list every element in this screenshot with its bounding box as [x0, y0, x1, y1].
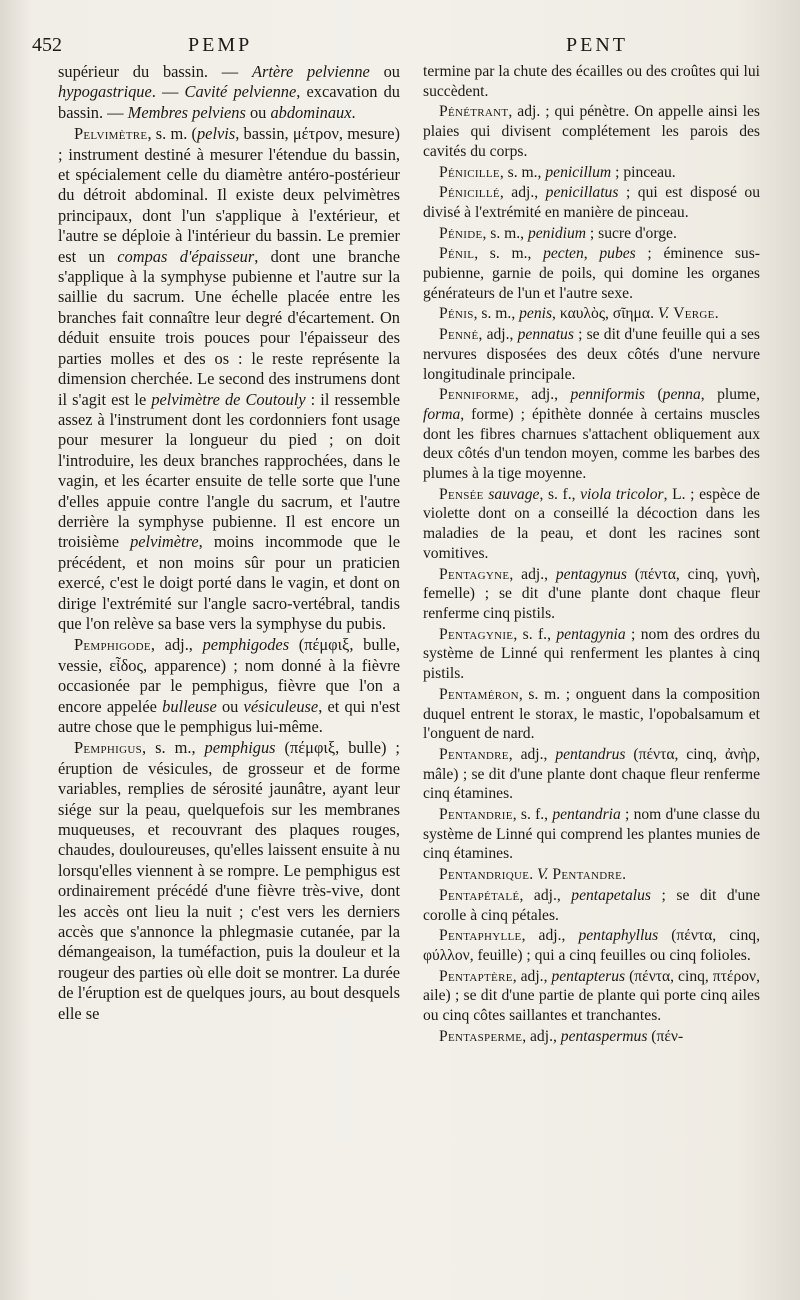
- italic-term: bulleuse: [162, 696, 217, 716]
- entry-headword: Pentagyne: [439, 565, 510, 583]
- entry-headword: Pentandrique: [439, 866, 530, 884]
- italic-term: pubes: [599, 245, 636, 263]
- entry-text: ou: [245, 102, 271, 122]
- italic-term: penicillatus: [545, 184, 619, 202]
- entry-headword: Penniforme: [439, 386, 515, 404]
- entry-text: .: [714, 305, 719, 323]
- entry-text: (: [645, 386, 663, 404]
- italic-term: forma: [423, 405, 461, 423]
- dictionary-entry: [423, 805, 760, 864]
- right-text-column: [423, 62, 760, 1047]
- entry-text: . —: [151, 82, 185, 102]
- entry-text: , s. f.,: [512, 806, 553, 824]
- italic-term: viola tricolor: [580, 485, 664, 503]
- entry-text: ,: [583, 245, 600, 263]
- entry-text: , adj.,: [522, 1027, 561, 1045]
- entry-text: , adj. ; qui pénètre. On appelle ainsi les plaies qui divisent complétement les parois des cavités du corps.: [423, 103, 760, 160]
- entry-headword: Pentaptère: [439, 967, 513, 985]
- dictionary-entry: [423, 1027, 760, 1047]
- entry-headword: Pentagynie: [439, 625, 514, 643]
- entry-headword: Pensée: [439, 485, 484, 503]
- italic-term: pelvimètre de Coutouly: [151, 389, 306, 409]
- dictionary-entry: [423, 745, 760, 804]
- entry-text: , et qui n'est autre chose que le pemphigus lui-même.: [58, 696, 401, 736]
- entry-text: supérieur du bassin. —: [58, 62, 252, 81]
- running-head-left: PEMP: [188, 34, 253, 56]
- italic-term: Membres pelviens: [127, 102, 246, 122]
- entry-text: , adj.,: [478, 326, 518, 344]
- dictionary-entry: [423, 865, 760, 885]
- entry-headword: Pénis: [439, 305, 474, 323]
- italic-term: pentapetalus: [571, 886, 651, 904]
- entry-text: : il ressemble assez à l'instrument dont les cordonniers font usage pour mesurer la longueur du pied ; on doit l'introduire, les deux branches rapprochées, dans le vagin, et les écarter ensuite de telle sorte que l'une d'elles appuie contre l'angle du sacrum, et l'autre derrière la symphyse pubienne. Il est encore un troisième: [58, 389, 400, 552]
- entry-text: , plume,: [700, 386, 761, 404]
- entry-text: ; éminence sus-pubienne, garnie de poils, qui domine les organes générateurs de l'un et l'autre sexe.: [423, 245, 760, 302]
- dictionary-entry: [423, 325, 760, 384]
- italic-term: pentagynia: [556, 625, 626, 643]
- entry-headword: Pentasperme: [439, 1027, 523, 1045]
- italic-term: V.: [537, 866, 549, 884]
- entry-text: .: [351, 102, 356, 122]
- entry-text: .: [529, 866, 538, 884]
- entry-headword: Pentapétalé: [439, 886, 520, 904]
- entry-headword: Verge: [673, 305, 715, 323]
- italic-term: penis: [519, 305, 553, 323]
- italic-term: pennatus: [517, 326, 574, 344]
- entry-text: , s. m. (: [147, 124, 197, 144]
- entry-text: (πέν-: [647, 1027, 684, 1045]
- entry-headword: Pentandrie: [439, 806, 513, 824]
- continued-paragraph: [58, 62, 400, 123]
- italic-term: pelvis: [196, 124, 236, 144]
- entry-headword: Pentandre: [552, 866, 623, 884]
- entry-text: , s. m. ; onguent dans la composition duquel entrent le storax, le mastic, l'opobalsamum et l'onguent de nard.: [423, 685, 760, 743]
- entry-text: , adj.,: [521, 927, 579, 945]
- italic-term: pelvimètre: [130, 532, 199, 552]
- entry-headword: Pentandre: [439, 745, 509, 763]
- dictionary-entry: [58, 635, 400, 737]
- italic-term: hypogastrique: [58, 82, 152, 102]
- italic-term: penna: [662, 386, 701, 404]
- continued-paragraph: [423, 62, 760, 101]
- entry-text: ou: [369, 62, 401, 81]
- page-header: [0, 30, 800, 60]
- entry-text: (πέντα, cinq, φύλλον, feuille) ; qui a cinq feuilles ou cinq folioles.: [423, 927, 761, 964]
- dictionary-entry: [423, 224, 760, 244]
- entry-text: , bassin, μέτρον, mesure) ; instrument destiné à mesurer l'étendue du bassin, et spécialement celle du diamètre antéro-postérieur du détroit abdominal. Il existe deux pelvimètres principaux, dont l'un s'applique à l'extérieur, et l'autre se déploie à l'intérieur du bassin. Le premier est un: [58, 124, 400, 266]
- italic-term: penidium: [527, 224, 587, 242]
- italic-term: pecten: [543, 245, 584, 263]
- entry-headword: Pénicille: [439, 163, 500, 181]
- italic-term: pemphigodes: [202, 635, 290, 655]
- dictionary-entry: [423, 485, 760, 564]
- entry-headword: Pentaméron: [439, 685, 519, 703]
- entry-text: (πέμφιξ, bulle) ; éruption de vésicules, de grosseur et de forme variables, remplies de sérosité jaunâtre, ayant leur siége sur la peau, quelquefois sur les membranes muqueuses, et recouvrant des plaques rouges, chaudes, douloureuses, qu'elles laissent ensuite à nu lorsqu'elles viennent à se rompre. Le pemphigus est ordinairement précédé d'une fièvre très-vive, dont les accès ont lieu la nuit ; c'est vers les derniers accès que s'annonce la phlegmasie cutanée, par la démangeaison, la tuméfaction, puis la douleur et la rougeur des parties où elle doit se montrer. La durée de l'éruption est de quelques jours, au bout desquels elle se: [58, 738, 400, 1023]
- entry-text: termine par la chute des écailles ou des croûtes qui lui succèdent.: [423, 63, 760, 100]
- italic-term: penicillum: [545, 163, 612, 181]
- entry-headword: Pénétrant: [439, 103, 509, 121]
- dictionary-entry: [423, 244, 760, 303]
- entry-text: .: [622, 866, 627, 884]
- italic-term: abdominaux: [270, 102, 352, 122]
- entry-text: , adj.,: [509, 565, 556, 583]
- dictionary-entry: [423, 685, 760, 744]
- italic-term: pentandrus: [555, 745, 626, 763]
- italic-term: penniformis: [570, 386, 646, 404]
- entry-text: , excavation du bassin. —: [58, 82, 400, 122]
- entry-headword: Pelvimètre: [74, 124, 148, 144]
- dictionary-entry: [423, 163, 760, 183]
- entry-text: (πέμφιξ, bulle, vessie, εἶδος, apparence) ; nom donné à la fièvre occasionée par le pemphigus, fièvre que l'on a encore appelée: [58, 635, 401, 716]
- italic-term: pentandria: [552, 806, 621, 824]
- entry-text: , adj.,: [514, 386, 571, 404]
- italic-term: pentagynus: [555, 565, 627, 583]
- entry-headword: Pénide: [439, 224, 483, 242]
- entry-headword: Penné: [439, 326, 479, 344]
- dictionary-entry: [423, 385, 760, 484]
- italic-term: pentapterus: [551, 967, 626, 985]
- dictionary-entry: [423, 565, 760, 624]
- entry-text: , καυλὸς, σῖημα.: [552, 305, 658, 323]
- entry-text: , s. m.,: [482, 224, 528, 242]
- entry-text: , s. f.,: [539, 485, 581, 503]
- entry-text: (πέντα, cinq, πτέρον, aile) ; se dit d'une partie de plante qui porte cinq ailes ou cinq côtes saillantes et tranchantes.: [423, 967, 761, 1025]
- dictionary-entry: [423, 926, 760, 965]
- italic-term: pemphigus: [204, 738, 276, 758]
- dictionary-entry: [423, 102, 760, 161]
- italic-term: V.: [657, 305, 670, 323]
- entry-text: , s. m.,: [499, 163, 546, 181]
- entry-headword: Pénicillé: [439, 184, 500, 202]
- dictionary-entry: [423, 625, 760, 684]
- entry-text: , s. m.,: [474, 245, 544, 263]
- entry-text: ; se dit d'une feuille qui a ses nervures disposées des deux côtés d'une nervure longitudinale principale.: [423, 326, 760, 383]
- entry-text: , adj.,: [512, 967, 552, 985]
- dictionary-entry: [423, 967, 760, 1026]
- page-number: 452: [32, 34, 62, 56]
- entry-text: (πέντα, cinq, γυνὴ, femelle) ; se dit d'une plante dont chaque fleur renferme cinq pistils.: [423, 565, 760, 622]
- dictionary-entry: [423, 886, 760, 925]
- dictionary-entry: [58, 738, 400, 1024]
- entry-headword: Pemphigus: [74, 738, 143, 758]
- entry-text: , adj.,: [150, 635, 203, 655]
- entry-headword: Pénil: [439, 245, 475, 263]
- entry-text: ; nom d'une classe du système de Linné qui comprend les plantes munies de cinq étamines.: [423, 806, 760, 863]
- entry-text: , s. m.,: [142, 738, 205, 758]
- entry-headword: Pentaphylle: [439, 927, 522, 945]
- entry-text: ; se dit d'une corolle à cinq pétales.: [423, 886, 761, 924]
- entry-headword: Pemphigode: [74, 635, 151, 655]
- italic-term: Artère pelvienne: [251, 62, 370, 81]
- entry-text: ; sucre d'orge.: [586, 224, 677, 242]
- entry-text: ; pinceau.: [611, 163, 676, 181]
- italic-term: pentaspermus: [560, 1027, 648, 1045]
- italic-term: Cavité pelvienne: [184, 82, 297, 102]
- dictionary-entry: [58, 124, 400, 634]
- entry-text: , adj.,: [519, 886, 572, 904]
- entry-text: , s. m.,: [473, 305, 520, 323]
- italic-term: sauvage: [488, 485, 540, 503]
- dictionary-entry: [423, 183, 760, 222]
- italic-term: vésiculeuse: [243, 696, 319, 716]
- entry-text: ; qui est disposé ou divisé à l'extrémité en manière de pinceau.: [423, 184, 760, 221]
- entry-text: ou: [216, 696, 244, 716]
- entry-text: , forme) ; épithète donnée à certains muscles dont les fibres charnues s'attachent obliquement aux deux côtés d'un tendon moyen, comme les barbes des plumes à la tige moyenne.: [423, 405, 760, 483]
- entry-text: , adj.,: [508, 745, 556, 763]
- entry-text: , moins incommode que le précédent, et non moins sûr pour un praticien exercé, c'est le doigt porté dans le vagin, et dont on dirige l'extrémité sur l'angle sacro-vertébral, tandis que l'on relève sa base vers la symphyse du pubis.: [58, 532, 400, 633]
- dictionary-entry: [423, 304, 760, 324]
- entry-text: , s. f.,: [513, 625, 557, 643]
- entry-text: , adj.,: [499, 184, 546, 202]
- entry-text: (πέντα, cinq, ἀνὴρ, mâle) ; se dit d'une plante dont chaque fleur renferme cinq étamines.: [423, 745, 761, 803]
- entry-text: , L. ; espèce de violette dont on a conseillé la décoction dans les maladies de la peau, et dont les racines sont vomitives.: [423, 485, 760, 562]
- italic-term: pentaphyllus: [578, 927, 659, 945]
- running-head-right: PENT: [566, 34, 628, 56]
- entry-text: , dont une branche s'applique à la symphyse pubienne et l'autre sur la saillie du sacrum. Une échelle placée entre les branches fait connaître leur degré d'écartement. On déduit ensuite trois pouces pour l'épaisseur des parties molles et des os : le reste représente la dimension cherchée. Le second des instrumens dont il s'agit est le: [58, 246, 400, 409]
- entry-text: ; nom des ordres du système de Linné qui renferment les plantes à cinq pistils.: [423, 625, 760, 683]
- left-text-column: [58, 62, 400, 1025]
- italic-term: compas d'épaisseur: [117, 246, 255, 266]
